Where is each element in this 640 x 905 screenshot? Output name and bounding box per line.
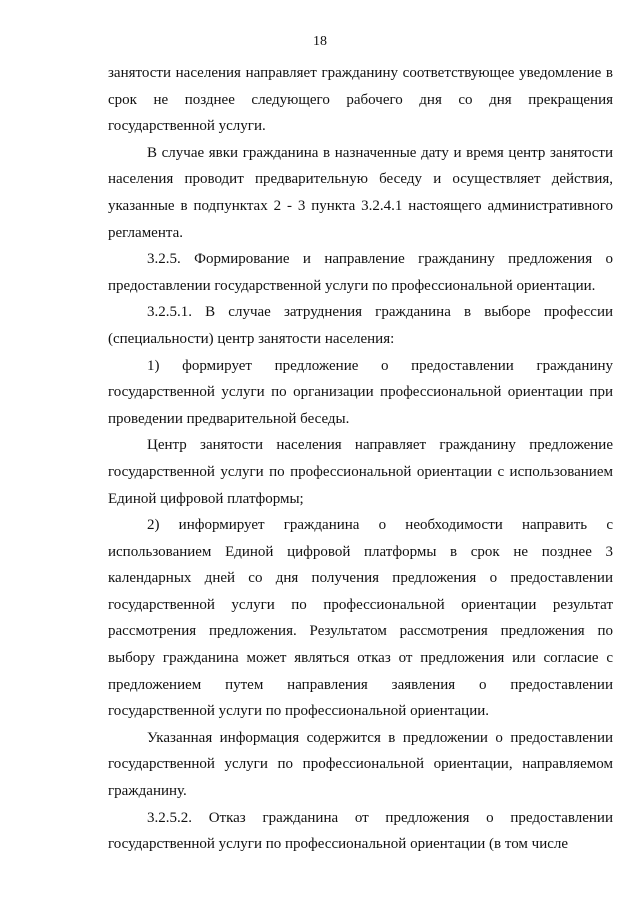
paragraph-appearance: В случае явки гражданина в назначенные дату и время центр занятости населения проводит предварительную беседу и осуществляет действия, указанные в подпунктах 2 - 3 пункта 3.2.4.1 настоящего административного регламента. <box>108 144 613 241</box>
paragraph-item-1: 1) формирует предложение о предоставлении гражданину государственной услуги по организации профессиональной ориентации при проведении предварительной беседы. <box>108 357 613 427</box>
document-body <box>108 60 613 858</box>
paragraph-section-3-2-5-2: 3.2.5.2. Отказ гражданина от предложения о предоставлении государственной услуги по профессиональной ориентации (в том числе <box>108 809 613 853</box>
paragraph-section-3-2-5-1: 3.2.5.1. В случае затруднения гражданина в выборе профессии (специальности) центр занятости населения: <box>108 304 613 347</box>
paragraph-information: Указанная информация содержится в предложении о предоставлении государственной услуги по профессиональной ориентации, направляемом гражданину. <box>108 729 613 800</box>
paragraph-section-3-2-5: 3.2.5. Формирование и направление гражданину предложения о предоставлении государственной услуги по профессиональной ориентации. <box>108 251 613 294</box>
paragraph-center-sends: Центр занятости населения направляет гражданину предложение государственной услуги по профессиональной ориентации с использованием Единой цифровой платформы; <box>108 437 613 507</box>
paragraph-continuation: занятости населения направляет гражданину соответствующее уведомление в срок не позднее следующего рабочего дня со дня прекращения государственной услуги. <box>108 65 613 135</box>
paragraph-item-2: 2) информирует гражданина о необходимости направить с использованием Единой цифровой платформы в срок не позднее 3 календарных дней со дня получения предложения о предоставлении государственной услуги по профессиональной ориентации результат рассмотрения предложения. Результатом рассмотрения предложения по выбору гражданина может являться отказ от предложения или согласие с предложением путем направления заявления о предоставлении государственной услуги по профессиональной ориентации. <box>108 517 613 720</box>
page-number: 18 <box>313 34 327 49</box>
